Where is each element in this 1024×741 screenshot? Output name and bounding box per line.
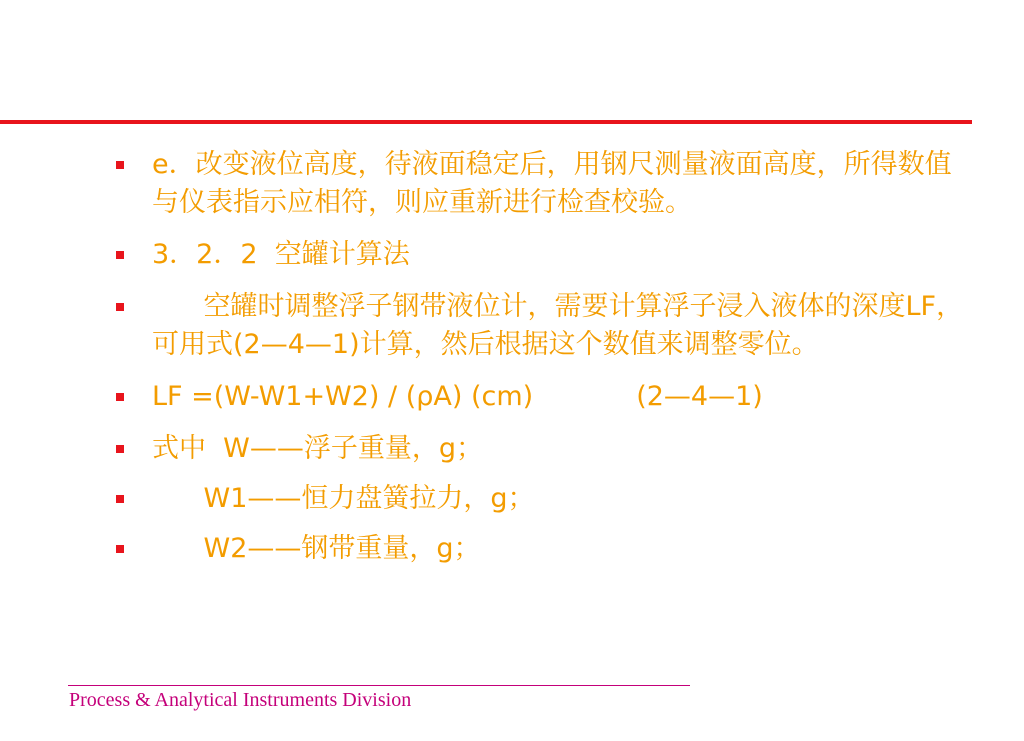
bullet-item-variable-w1 <box>113 480 973 518</box>
bullet-item-calibration-check <box>113 146 973 222</box>
bullet-item-section-heading <box>113 236 973 274</box>
bullet-item-formula <box>113 378 973 416</box>
bullet-text: 3．2．2 空罐计算法 <box>152 239 410 270</box>
bullet-text: W2——钢带重量，g； <box>152 533 481 564</box>
footer-divider-line <box>68 685 690 686</box>
bullet-text: e．改变液位高度，待液面稳定后，用钢尺测量液面高度，所得数值与仪表指示应相符，则应重新进行检查校验。 <box>152 149 952 218</box>
square-bullet-icon <box>116 251 124 259</box>
bullet-item-empty-tank-description <box>113 288 973 364</box>
square-bullet-icon <box>116 445 124 453</box>
bullet-text: 空罐时调整浮子钢带液位计，需要计算浮子浸入液体的深度LF，可用式(2—4—1)计算，然后根据这个数值来调整零位。 <box>152 291 964 360</box>
square-bullet-icon <box>116 545 124 553</box>
bullet-text: 式中 W——浮子重量，g； <box>152 433 484 464</box>
bullet-item-variable-w <box>113 430 973 468</box>
square-bullet-icon <box>116 303 124 311</box>
bullet-text: LF =(W-W1+W2) / (ρA) (cm) (2—4—1) <box>152 381 763 412</box>
header-divider-line <box>0 120 972 124</box>
bullet-list <box>113 146 973 580</box>
square-bullet-icon <box>116 161 124 169</box>
square-bullet-icon <box>116 495 124 503</box>
square-bullet-icon <box>116 393 124 401</box>
bullet-text: W1——恒力盘簧拉力，g； <box>152 483 535 514</box>
footer-division-name: Process & Analytical Instruments Division <box>69 689 412 711</box>
bullet-item-variable-w2 <box>113 530 973 568</box>
